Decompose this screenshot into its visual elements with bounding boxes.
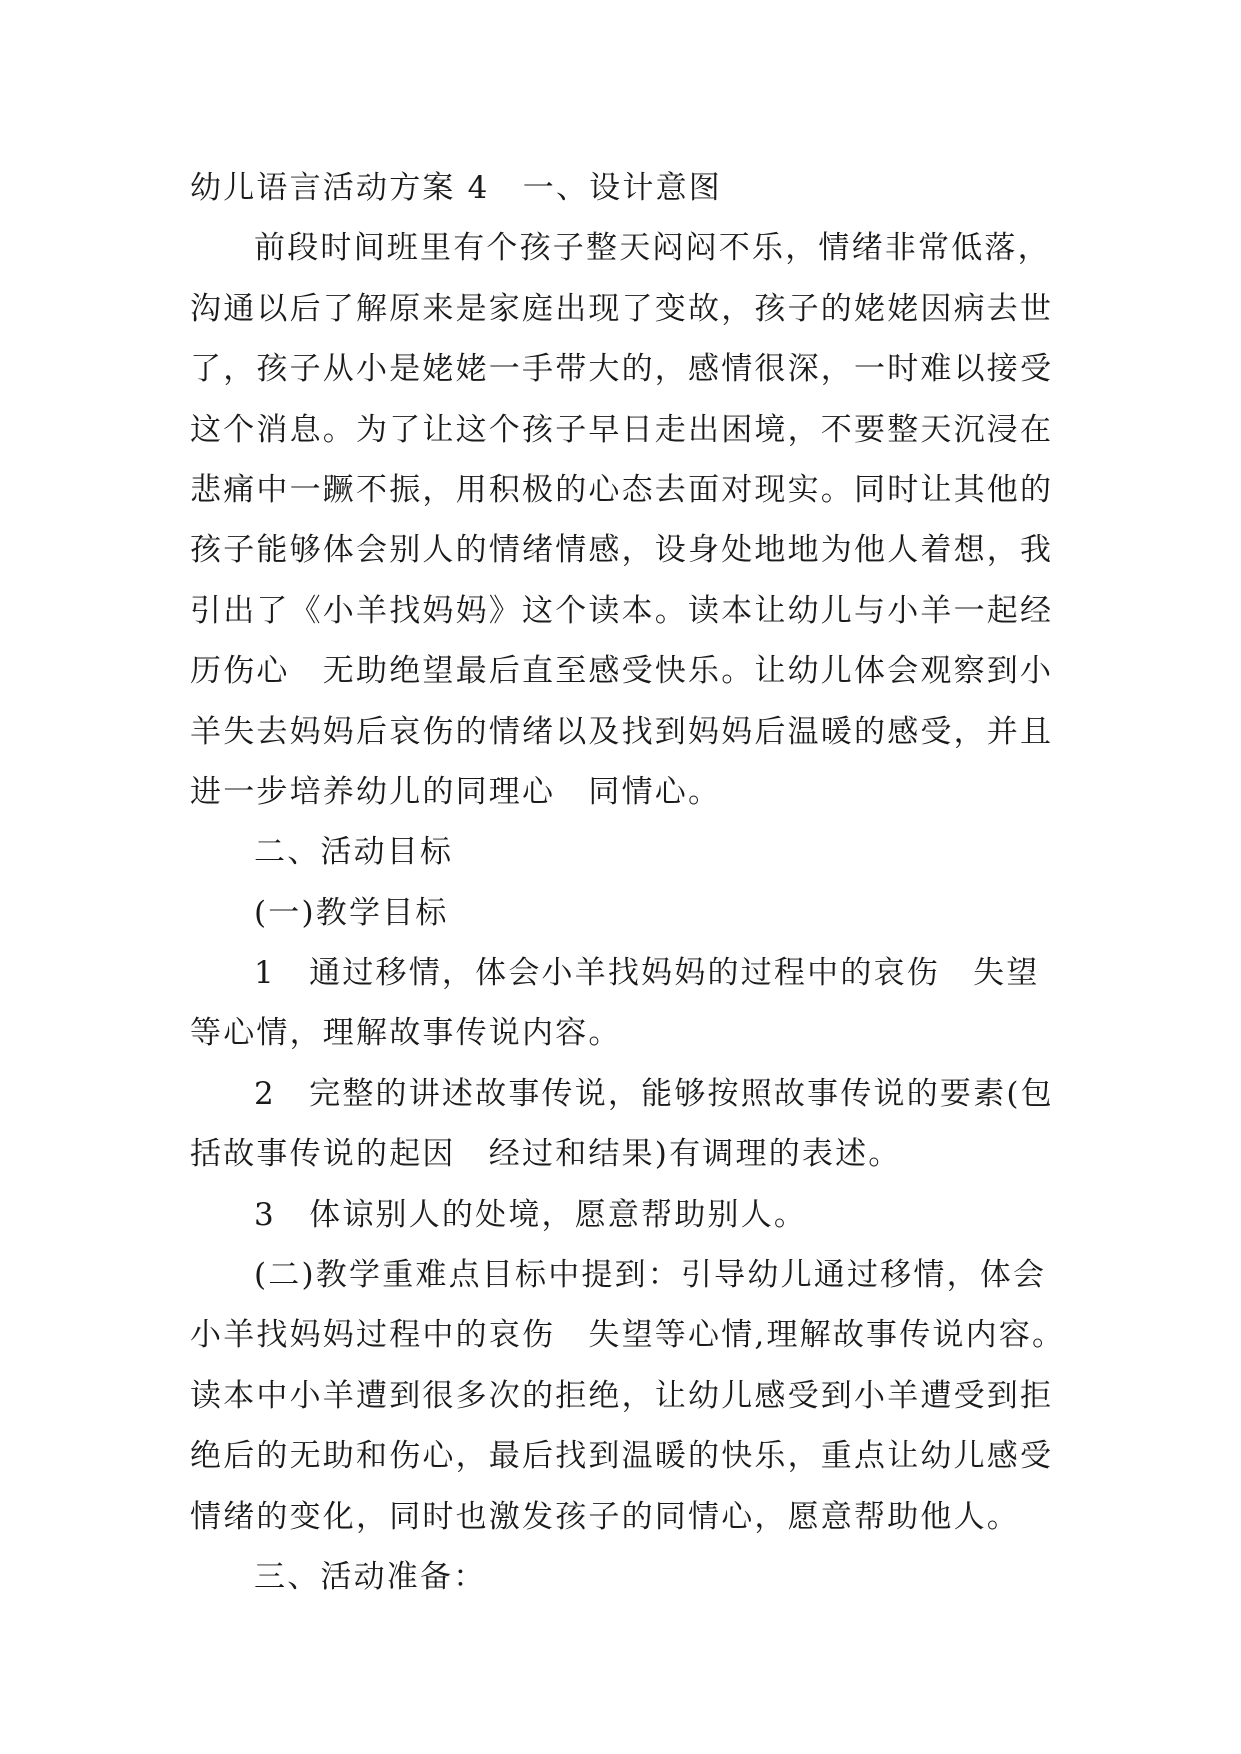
document-title-line: 幼儿语言活动方案 4 一、设计意图 [190, 170, 722, 206]
paragraph-line: 情绪的变化，同时也激发孩子的同情心，愿意帮助他人。 [190, 1498, 1020, 1535]
document-body [190, 158, 1066, 1607]
paragraph-line: 小羊找妈妈过程中的哀伤 失望等心情,理解故事传说内容。 [190, 1317, 1066, 1354]
paragraph-line: 前段时间班里有个孩子整天闷闷不乐，情绪非常低落， [254, 230, 1051, 267]
list-item-line: 等心情，理解故事传说内容。 [190, 1015, 622, 1052]
section-heading: 二、活动目标 [254, 834, 454, 871]
list-item-line: 括故事传说的起因 经过和结果)有调理的表述。 [190, 1136, 902, 1173]
subsection-heading: (一)教学目标 [254, 894, 449, 931]
list-item-line: 3 体谅别人的处境，愿意帮助别人。 [254, 1196, 808, 1233]
paragraph-line: 这个消息。为了让这个孩子早日走出困境，不要整天沉浸在 [190, 411, 1054, 448]
list-item-line: 1 通过移情，体会小羊找妈妈的过程中的哀伤 失望 [254, 955, 1040, 992]
paragraph-line: 读本中小羊遭到很多次的拒绝，让幼儿感受到小羊遭受到拒 [190, 1377, 1054, 1414]
paragraph-line: 历伤心 无助绝望最后直至感受快乐。让幼儿体会观察到小 [190, 653, 1054, 690]
paragraph-line: 羊失去妈妈后哀伤的情绪以及找到妈妈后温暖的感受，并且 [190, 713, 1054, 750]
paragraph-line: 了，孩子从小是姥姥一手带大的，感情很深，一时难以接受 [190, 351, 1054, 388]
list-item-line: 2 完整的讲述故事传说，能够按照故事传说的要素(包 [254, 1075, 1054, 1112]
paragraph-line: 引出了《小羊找妈妈》这个读本。读本让幼儿与小羊一起经 [190, 592, 1054, 629]
paragraph-line: 进一步培养幼儿的同理心 同情心。 [190, 773, 722, 810]
paragraph-line: 孩子能够体会别人的情绪情感，设身处地地为他人着想，我 [190, 532, 1054, 569]
paragraph-line: 沟通以后了解原来是家庭出现了变故，孩子的姥姥因病去世 [190, 290, 1054, 327]
paragraph-line: (二)教学重难点目标中提到：引导幼儿通过移情，体会 [254, 1257, 1047, 1294]
section-heading: 三、活动准备： [254, 1558, 487, 1595]
paragraph-line: 悲痛中一蹶不振，用积极的心态去面对现实。同时让其他的 [190, 471, 1054, 508]
paragraph-line: 绝后的无助和伤心，最后找到温暖的快乐，重点让幼儿感受 [190, 1438, 1054, 1475]
